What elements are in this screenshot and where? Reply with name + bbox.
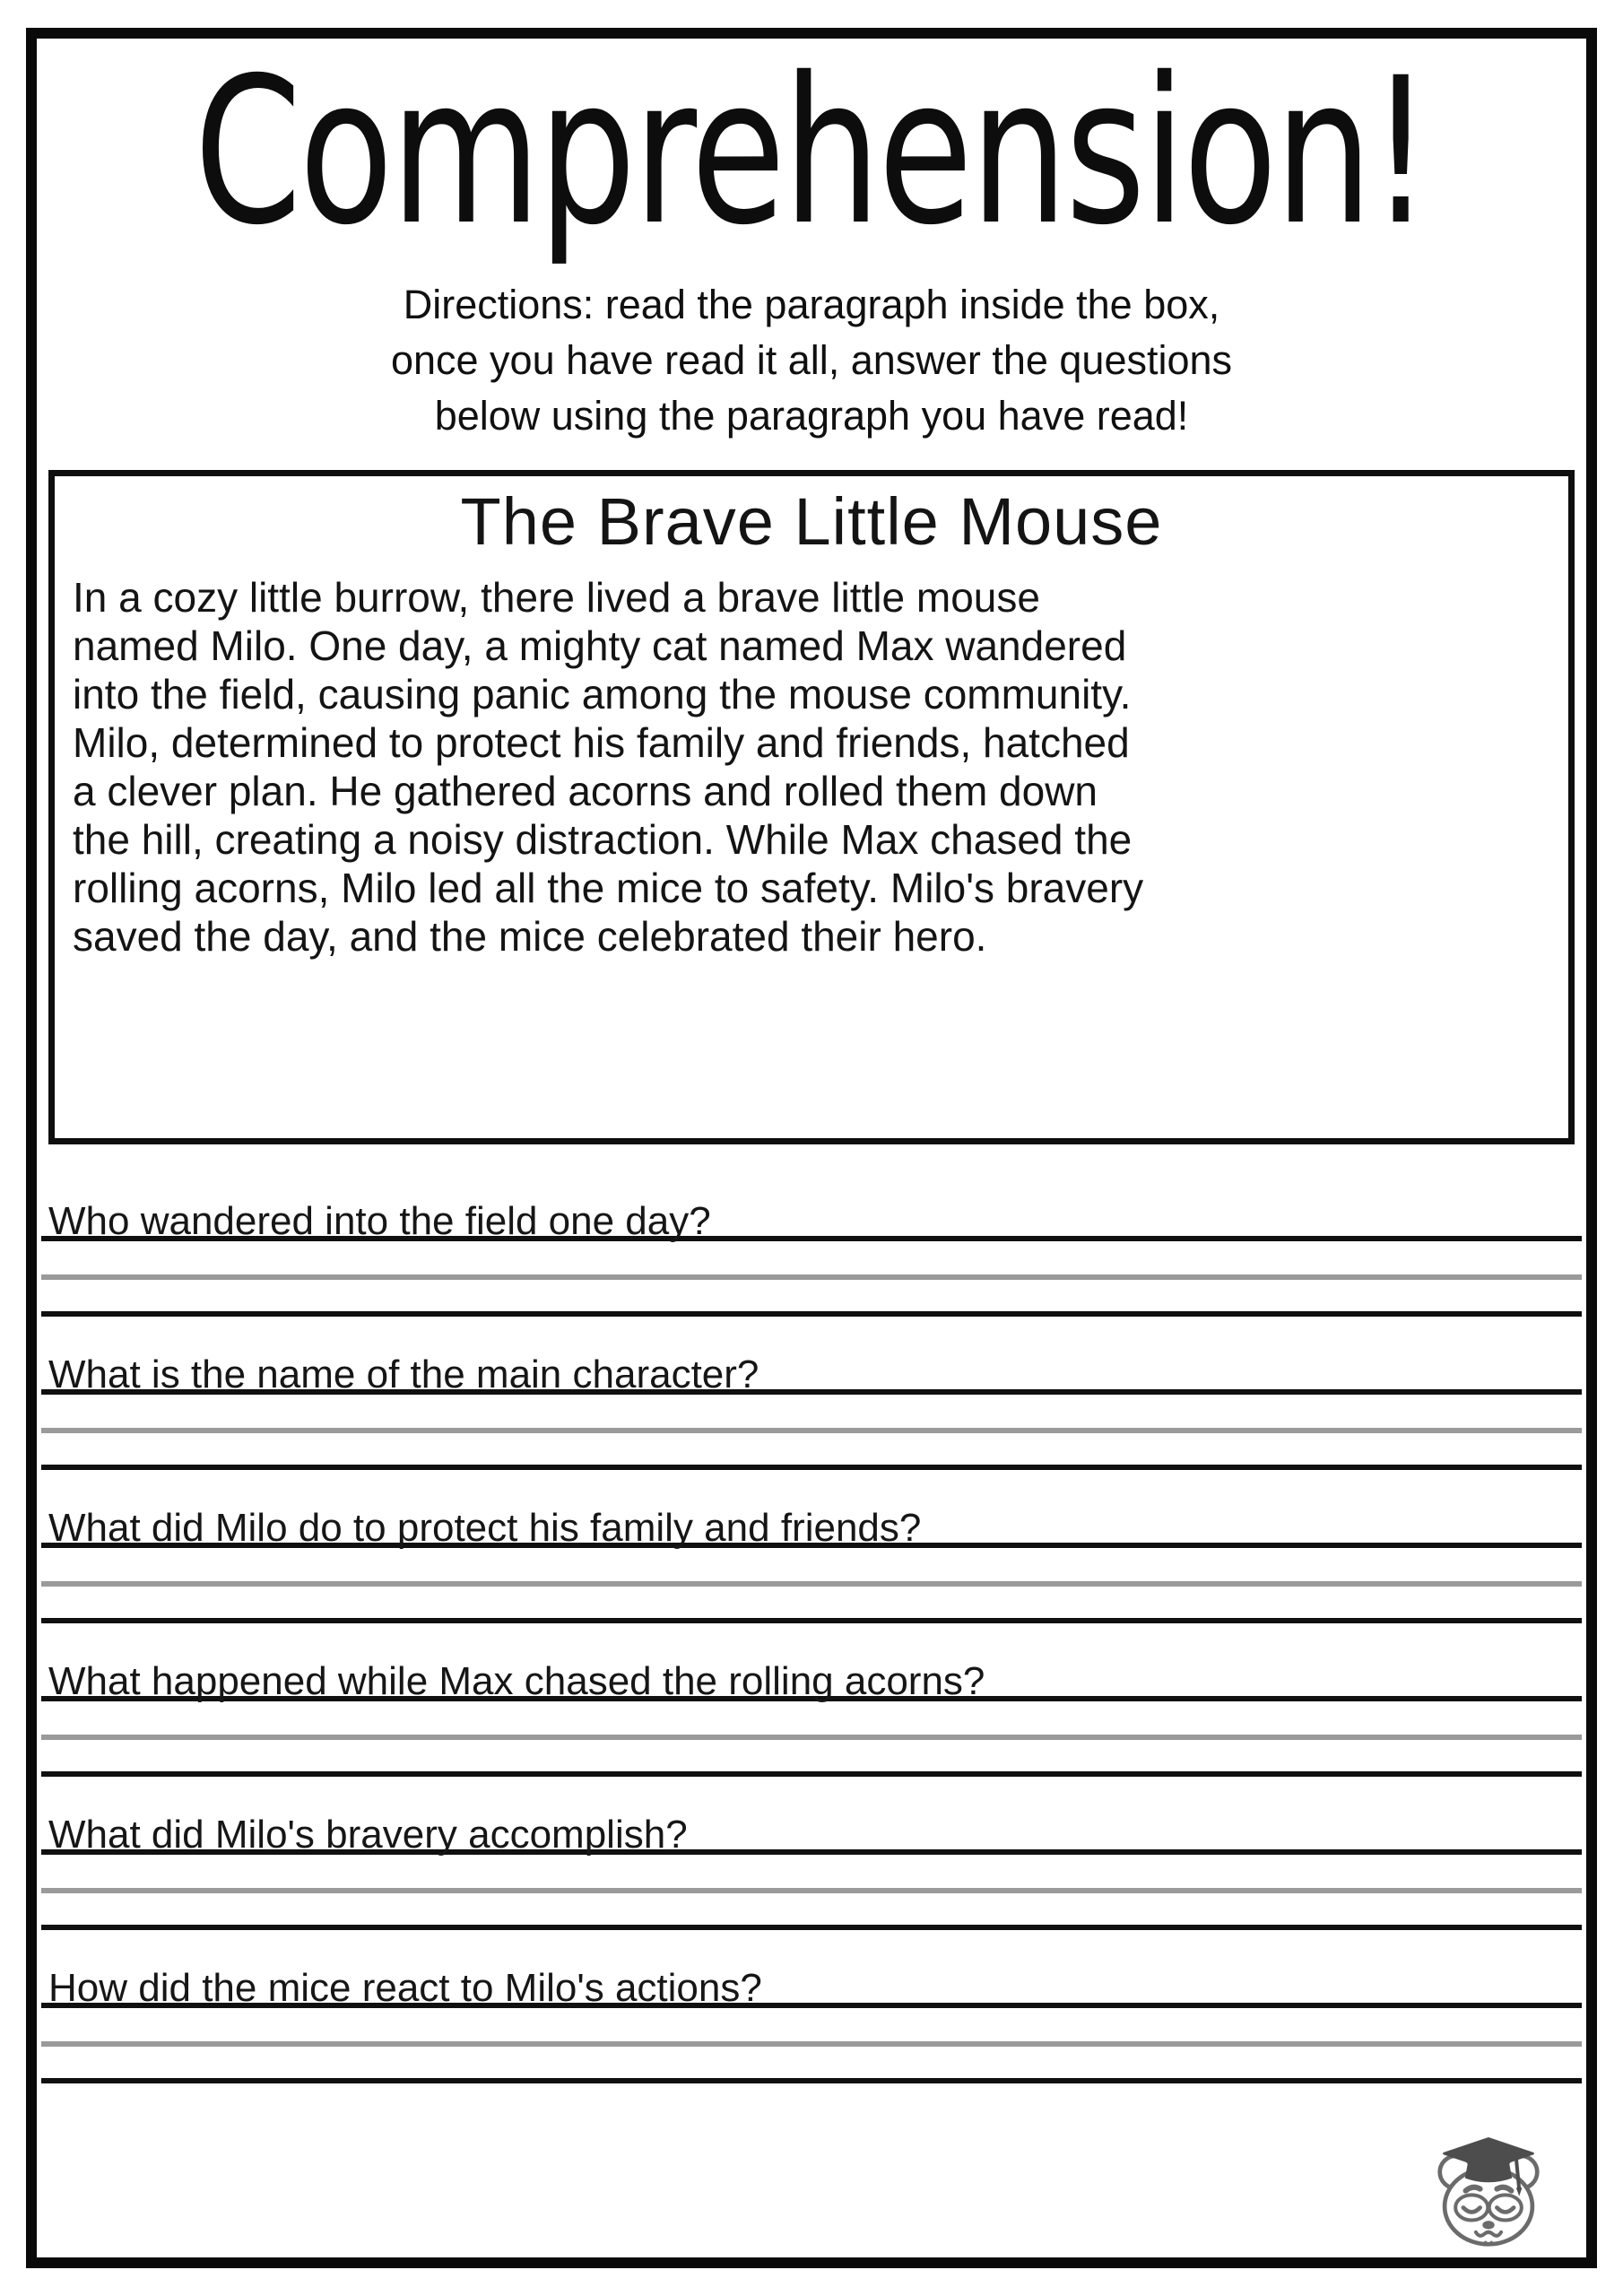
passage-line: saved the day, and the mice celebrated their hero. (73, 913, 987, 960)
page-title: Comprehension! (194, 33, 1429, 270)
answer-line-gray[interactable] (41, 1241, 1582, 1280)
question-block-1 (41, 1177, 1582, 1317)
answer-line-gray[interactable] (41, 2008, 1582, 2047)
question-label: How did the mice react to Milo's actions? (48, 1966, 762, 2010)
passage-box (48, 470, 1575, 1144)
answer-line-black[interactable] (41, 2047, 1582, 2083)
page-border (26, 28, 1597, 2268)
directions-text (37, 277, 1586, 444)
answer-line-gray[interactable] (41, 1395, 1582, 1433)
answer-write-line[interactable] (41, 1330, 1582, 1395)
question-block-5 (41, 1790, 1582, 1930)
answer-write-line[interactable] (41, 1790, 1582, 1855)
answer-line-gray[interactable] (41, 1548, 1582, 1587)
answer-line-gray[interactable] (41, 1701, 1582, 1740)
question-block-4 (41, 1637, 1582, 1777)
passage-line: a clever plan. He gathered acorns and rolled them down (73, 768, 1098, 814)
answer-line-black[interactable] (41, 1587, 1582, 1623)
questions-section (41, 1177, 1582, 2083)
question-label: What did Milo's bravery accomplish? (48, 1813, 688, 1857)
answer-line-black[interactable] (41, 1893, 1582, 1930)
passage-line: Milo, determined to protect his family and friends, hatched (73, 719, 1130, 766)
directions-line-3: below using the paragraph you have read! (434, 393, 1189, 439)
question-label: What is the name of the main character? (48, 1352, 759, 1396)
answer-write-line[interactable] (41, 1944, 1582, 2008)
passage-line: into the field, causing panic among the mouse community. (73, 671, 1132, 718)
question-label: What happened while Max chased the rolling acorns? (48, 1659, 985, 1703)
directions-line-2: once you have read it all, answer the questions (390, 337, 1233, 383)
graduate-panda-icon (1428, 2134, 1549, 2254)
passage-line: In a cozy little burrow, there lived a brave little mouse (73, 574, 1040, 621)
directions-line-1: Directions: read the paragraph inside the box, (403, 282, 1220, 327)
answer-line-black[interactable] (41, 1740, 1582, 1777)
question-label: Who wandered into the field one day? (48, 1199, 711, 1243)
answer-write-line[interactable] (41, 1177, 1582, 1241)
answer-line-black[interactable] (41, 1433, 1582, 1470)
passage-line: the hill, creating a noisy distraction. While Max chased the (73, 816, 1133, 863)
answer-write-line[interactable] (41, 1483, 1582, 1548)
answer-write-line[interactable] (41, 1637, 1582, 1701)
question-label: What did Milo do to protect his family and friends? (48, 1506, 922, 1550)
passage-line: named Milo. One day, a mighty cat named Max wandered (73, 622, 1127, 669)
answer-line-black[interactable] (41, 1280, 1582, 1317)
answer-line-gray[interactable] (41, 1855, 1582, 1893)
passage-line: rolling acorns, Milo led all the mice to safety. Milo's bravery (73, 865, 1144, 911)
passage-title: The Brave Little Mouse (460, 484, 1163, 559)
question-block-3 (41, 1483, 1582, 1623)
passage-text (55, 573, 1568, 961)
question-block-2 (41, 1330, 1582, 1470)
question-block-6 (41, 1944, 1582, 2083)
